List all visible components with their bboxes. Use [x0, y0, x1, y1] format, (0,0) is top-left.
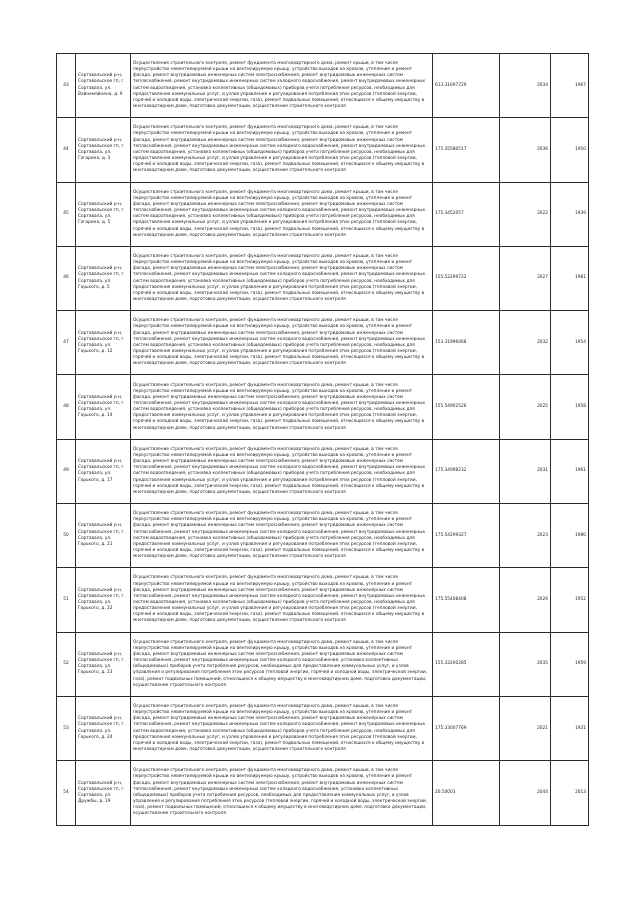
row-number: 46	[57, 246, 76, 310]
planned-year: 2025	[500, 375, 551, 439]
row-number: 52	[57, 632, 76, 696]
house-address: Сортавальский р-н, Сортавальское гп, г. Сортавала, ул. Горького, д. 21	[76, 504, 131, 568]
build-year: 1921	[551, 696, 589, 760]
works-list: Осуществление строительного контроля, ремонт фундамента многоквартирного дома, ремонт крыши, в том числе переустройство невентилируемой крыши на вентилируемую крышу, устройство выходов на кровлю, утепление и ремонт фасада, ремонт внутридомовых инженерных систем электроснабжения, ремонт внутридомовых инженерных систем теплоснабжения, ремонт внутридомовых инженерных систем холодного водоснабжения, ремонт внутридомовых инженерных систем водоотведения, установка коллективных (общедомовых) приборов учета потребления ресурсов, необходимых для предоставления коммунальных услуг, и узлов управления и регулирования потребления этих ресурсов (тепловой энергии, горячей и холодной воды, электрической энергии, газа), ремонт подвальных помещений, относящихся к общему имуществу в многоквартирном доме, подготовка документации, осуществление строительного контроля	[131, 182, 433, 246]
area-value: 155.52299722	[433, 246, 500, 310]
works-list: Осуществление строительного контроля, ремонт фундамента многоквартирного дома, ремонт крыши, в том числе переустройство невентилируемой крыши на вентилируемую крышу, устройство выходов на кровлю, утепление и ремонт фасада, ремонт внутридомовых инженерных систем электроснабжения, ремонт внутридомовых инженерных систем теплоснабжения, ремонт внутридомовых инженерных систем холодного водоснабжения, ремонт внутридомовых инженерных систем водоотведения, установка коллективных (общедомовых) приборов учета потребления ресурсов, необходимых для предоставления коммунальных услуг, и узлов управления и регулирования потребления этих ресурсов (тепловой энергии, горячей и холодной воды, электрической энергии, газа), ремонт подвальных помещений, относящихся к общему имуществу в многоквартирном доме, подготовка документации, осуществление строительного контроля	[131, 246, 433, 310]
row-number: 50	[57, 504, 76, 568]
table-row	[57, 439, 589, 503]
planned-year: 2034	[500, 54, 551, 118]
house-address: Сортавальский р-н, Сортавальское гп, г. Сортавала, ул. Горького, д. 12	[76, 311, 131, 375]
works-list: Осуществление строительного контроля, ремонт фундамента многоквартирного дома, ремонт крыши, в том числе переустройство невентилируемой крыши на вентилируемую крышу, устройство выходов на кровлю, утепление и ремонт фасада, ремонт внутридомовых инженерных систем электроснабжения, ремонт внутридомовых инженерных систем теплоснабжения, ремонт внутридомовых инженерных систем холодного водоснабжения, ремонт внутридомовых инженерных систем водоотведения, установка коллективных (общедомовых) приборов учета потребления ресурсов, необходимых для предоставления коммунальных услуг, и узлов управления и регулирования потребления этих ресурсов (тепловой энергии, горячей и холодной воды, электрической энергии, газа), ремонт подвальных помещений, относящихся к общему имуществу в многоквартирном доме, подготовка документации, осуществление строительного контроля	[131, 118, 433, 182]
area-value: 175.54299327	[433, 504, 500, 568]
area-value: 613.31697729	[433, 54, 500, 118]
planned-year: 2031	[500, 439, 551, 503]
house-address: Сортавальский р-н, Сортавальское гп, г. Сортавала, ул. Горького, д. 23	[76, 632, 131, 696]
row-number: 54	[57, 761, 76, 825]
build-year: 1954	[551, 311, 589, 375]
planned-year: 2044	[500, 761, 551, 825]
house-address: Сортавальский р-н, Сортавальское гп, г. Сортавала, ул. Горького, д. 22	[76, 568, 131, 632]
planned-year: 2032	[500, 311, 551, 375]
works-list: Осуществление строительного контроля, ремонт фундамента многоквартирного дома, ремонт крыши, в том числе переустройство невентилируемой крыши на вентилируемую крышу, устройство выходов на кровлю, утепление и ремонт фасада, ремонт внутридомовых инженерных систем электроснабжения, ремонт внутридомовых инженерных систем теплоснабжения, ремонт внутридомовых инженерных систем холодного водоснабжения, установка коллективных (общедомовых) приборов учета потребления ресурсов, необходимых для предоставления коммунальных услуг, и узлов управления и регулирования потребления этих ресурсов (тепловой энергии, горячей и холодной воды, электрической энергии, газа), ремонт подвальных помещений, относящихся к общему имуществу в многоквартирном доме, подготовка документации, осуществление строительного контроля	[131, 761, 433, 825]
build-year: 1961	[551, 439, 589, 503]
planned-year: 2035	[500, 632, 551, 696]
row-number: 49	[57, 439, 76, 503]
house-address: Сортавальский р-н, Сортавальское гп, г. Сортавала, ул. Гагарина, д. 5	[76, 182, 131, 246]
row-number: 53	[57, 696, 76, 760]
table-row	[57, 54, 589, 118]
build-year: 1980	[551, 504, 589, 568]
row-number: 48	[57, 375, 76, 439]
works-list: Осуществление строительного контроля, ремонт фундамента многоквартирного дома, ремонт крыши, в том числе переустройство невентилируемой крыши на вентилируемую крышу, устройство выходов на кровлю, утепление и ремонт фасада, ремонт внутридомовых инженерных систем электроснабжения, ремонт внутридомовых инженерных систем теплоснабжения, ремонт внутридомовых инженерных систем холодного водоснабжения, ремонт внутридомовых инженерных систем водоотведения, установка коллективных (общедомовых) приборов учета потребления ресурсов, необходимых для предоставления коммунальных услуг, и узлов управления и регулирования потребления этих ресурсов (тепловой энергии, горячей и холодной воды, электрической энергии, газа), ремонт подвальных помещений, относящихся к общему имуществу в многоквартирном доме, подготовка документации, осуществление строительного контроля	[131, 439, 433, 503]
area-value: 175.55408408	[433, 568, 500, 632]
build-year: 1959	[551, 632, 589, 696]
works-list: Осуществление строительного контроля, ремонт фундамента многоквартирного дома, ремонт крыши, в том числе переустройство невентилируемой крыши на вентилируемую крышу, устройство выходов на кровлю, утепление и ремонт фасада, ремонт внутридомовых инженерных систем электроснабжения, ремонт внутридомовых инженерных систем теплоснабжения, ремонт внутридомовых инженерных систем холодного водоснабжения, установка коллективных (общедомовых) приборов учета потребления ресурсов, необходимых для предоставления коммунальных услуг, и узлов управления и регулирования потребления этих ресурсов (тепловой энергии, горячей и холодной воды, электрической энергии, газа), ремонт подвальных помещений, относящихся к общему имуществу в многоквартирном доме, подготовка документации, осуществление строительного контроля	[131, 632, 433, 696]
area-value: 175.34998232	[433, 439, 500, 503]
register-body	[57, 54, 589, 826]
area-value: 155.54902526	[433, 375, 500, 439]
planned-year: 2036	[500, 118, 551, 182]
house-address: Сортавальский р-н, Сортавальское гп, г. Сортавала, ул. Горького, д. 5	[76, 246, 131, 310]
works-list: Осуществление строительного контроля, ремонт фундамента многоквартирного дома, ремонт крыши, в том числе переустройство невентилируемой крыши на вентилируемую крышу, устройство выходов на кровлю, утепление и ремонт фасада, ремонт внутридомовых инженерных систем электроснабжения, ремонт внутридомовых инженерных систем теплоснабжения, ремонт внутридомовых инженерных систем холодного водоснабжения, ремонт внутридомовых инженерных систем водоотведения, установка коллективных (общедомовых) приборов учета потребления ресурсов, необходимых для предоставления коммунальных услуг, и узлов управления и регулирования потребления этих ресурсов (тепловой энергии, горячей и холодной воды, электрической энергии, газа), ремонт подвальных помещений, относящихся к общему имуществу в многоквартирном доме, подготовка документации, осуществление строительного контроля	[131, 696, 433, 760]
row-number: 44	[57, 118, 76, 182]
build-year: 1958	[551, 375, 589, 439]
table-row	[57, 632, 589, 696]
works-list: Осуществление строительного контроля, ремонт фундамента многоквартирного дома, ремонт крыши, в том числе переустройство невентилируемой крыши на вентилируемую крышу, устройство выходов на кровлю, утепление и ремонт фасада, ремонт внутридомовых инженерных систем электроснабжения, ремонт внутридомовых инженерных систем теплоснабжения, ремонт внутридомовых инженерных систем холодного водоснабжения, ремонт внутридомовых инженерных систем водоотведения, установка коллективных (общедомовых) приборов учета потребления ресурсов, необходимых для предоставления коммунальных услуг, и узлов управления и регулирования потребления этих ресурсов (тепловой энергии, горячей и холодной воды, электрической энергии, газа), ремонт подвальных помещений, относящихся к общему имуществу в многоквартирном доме, подготовка документации, осуществление строительного контроля	[131, 504, 433, 568]
table-row	[57, 761, 589, 825]
area-value: 175.35580517	[433, 118, 500, 182]
area-value: 175.33007769	[433, 696, 500, 760]
works-list: Осуществление строительного контроля, ремонт фундамента многоквартирного дома, ремонт крыши, в том числе переустройство невентилируемой крыши на вентилируемую крышу, устройство выходов на кровлю, утепление и ремонт фасада, ремонт внутридомовых инженерных систем электроснабжения, ремонт внутридомовых инженерных систем теплоснабжения, ремонт внутридомовых инженерных систем холодного водоснабжения, ремонт внутридомовых инженерных систем водоотведения, установка коллективных (общедомовых) приборов учета потребления ресурсов, необходимых для предоставления коммунальных услуг, и узлов управления и регулирования потребления этих ресурсов (тепловой энергии, горячей и холодной воды, электрической энергии, газа), ремонт подвальных помещений, относящихся к общему имуществу в многоквартирном доме, подготовка документации, осуществление строительного контроля	[131, 375, 433, 439]
table-row	[57, 568, 589, 632]
planned-year: 2021	[500, 696, 551, 760]
planned-year: 2027	[500, 246, 551, 310]
build-year: 1939	[551, 182, 589, 246]
house-address: Сортавальский р-н, Сортавальское гп, г. Сортавала, ул. Горького, д. 24	[76, 696, 131, 760]
house-address: Сортавальский р-н, Сортавальское гп, г. Сортавала, ул. Горького, д. 17	[76, 439, 131, 503]
area-value: 153.31996468	[433, 311, 500, 375]
planned-year: 2026	[500, 568, 551, 632]
planned-year: 2022	[500, 182, 551, 246]
row-number: 45	[57, 182, 76, 246]
area-value: 20.50003	[433, 761, 500, 825]
table-row	[57, 696, 589, 760]
works-list: Осуществление строительного контроля, ремонт фундамента многоквартирного дома, ремонт крыши, в том числе переустройство невентилируемой крыши на вентилируемую крышу, устройство выходов на кровлю, утепление и ремонт фасада, ремонт внутридомовых инженерных систем электроснабжения, ремонт внутридомовых инженерных систем теплоснабжения, ремонт внутридомовых инженерных систем холодного водоснабжения, ремонт внутридомовых инженерных систем водоотведения, установка коллективных (общедомовых) приборов учета потребления ресурсов, необходимых для предоставления коммунальных услуг, и узлов управления и регулирования потребления этих ресурсов (тепловой энергии, горячей и холодной воды, электрической энергии, газа), ремонт подвальных помещений, относящихся к общему имуществу в многоквартирном доме, подготовка документации, осуществление строительного контроля	[131, 311, 433, 375]
house-address: Сортавальский р-н, Сортавальское гп, г. Сортавала, ул. Дружбы, д. 19	[76, 761, 131, 825]
build-year: 1981	[551, 246, 589, 310]
row-number: 51	[57, 568, 76, 632]
build-year: 1952	[551, 568, 589, 632]
house-address: Сортавальский р-н, Сортавальское гп, г. Сортавала, ул. Горького, д. 14	[76, 375, 131, 439]
build-year: 2013	[551, 761, 589, 825]
works-list: Осуществление строительного контроля, ремонт фундамента многоквартирного дома, ремонт крыши, в том числе переустройство невентилируемой крыши на вентилируемую крышу, устройство выходов на кровлю, утепление и ремонт фасада, ремонт внутридомовых инженерных систем электроснабжения, ремонт внутридомовых инженерных систем теплоснабжения, ремонт внутридомовых инженерных систем холодного водоснабжения, ремонт внутридомовых инженерных систем водоотведения, установка коллективных (общедомовых) приборов учета потребления ресурсов, необходимых для предоставления коммунальных услуг, и узлов управления и регулирования потребления этих ресурсов (тепловой энергии, горячей и холодной воды, электрической энергии, газа), ремонт подвальных помещений, относящихся к общему имуществу в многоквартирном доме, подготовка документации, осуществление строительного контроля	[131, 568, 433, 632]
planned-year: 2023	[500, 504, 551, 568]
table-row	[57, 246, 589, 310]
table-row	[57, 311, 589, 375]
area-value: 155.33200285	[433, 632, 500, 696]
build-year: 1967	[551, 54, 589, 118]
table-row	[57, 375, 589, 439]
house-address: Сортавальский р-н, Сортавальское гп, г. Сортавала, ул. Вайнемяйнена, д. 9	[76, 54, 131, 118]
row-number: 47	[57, 311, 76, 375]
works-list: Осуществление строительного контроля, ремонт фундамента многоквартирного дома, ремонт крыши, в том числе переустройство невентилируемой крыши на вентилируемую крышу, устройство выходов на кровлю, утепление и ремонт фасада, ремонт внутридомовых инженерных систем электроснабжения, ремонт внутридомовых инженерных систем теплоснабжения, ремонт внутридомовых инженерных систем холодного водоснабжения, ремонт внутридомовых инженерных систем водоотведения, установка коллективных (общедомовых) приборов учета потребления ресурсов, необходимых для предоставления коммунальных услуг, и узлов управления и регулирования потребления этих ресурсов (тепловой энергии, горячей и холодной воды, электрической энергии, газа), ремонт подвальных помещений, относящихся к общему имуществу в многоквартирном доме, подготовка документации, осуществление строительного контроля	[131, 54, 433, 118]
area-value: 175.3452057	[433, 182, 500, 246]
row-number: 43	[57, 54, 76, 118]
table-row	[57, 118, 589, 182]
register-table	[56, 53, 589, 826]
table-row	[57, 504, 589, 568]
build-year: 1950	[551, 118, 589, 182]
table-row	[57, 182, 589, 246]
house-address: Сортавальский р-н, Сортавальское гп, г. Сортавала, ул. Гагарина, д. 3	[76, 118, 131, 182]
